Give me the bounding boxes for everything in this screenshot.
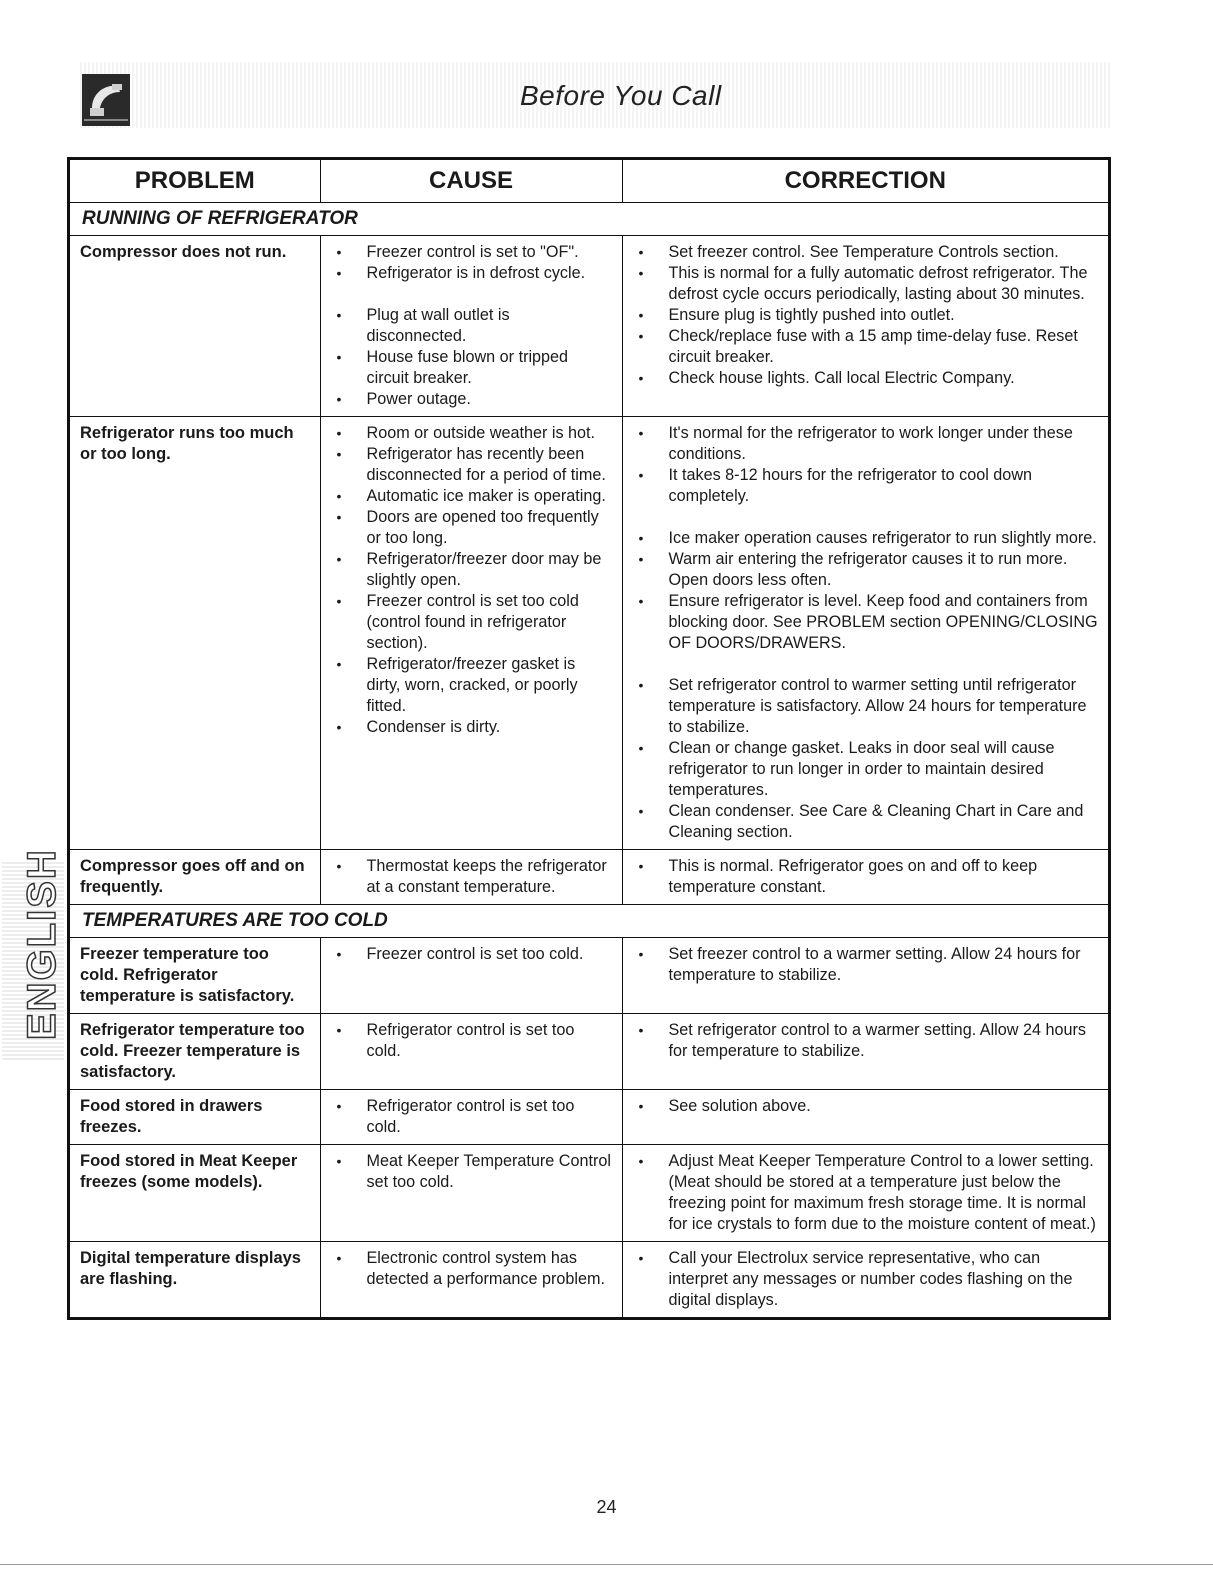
correction-item: • Set freezer control to a warmer setting. Allow 24 hours for temperature to stabilize. (633, 944, 1099, 986)
cause-item: • Refrigerator is in defrost cycle. (331, 263, 612, 284)
correction-item: • Check/replace fuse with a 15 amp time-delay fuse. Reset circuit breaker. (633, 326, 1099, 368)
cause-list (331, 423, 612, 738)
table-row (70, 850, 1108, 905)
section-title: TEMPERATURES ARE TOO COLD (70, 905, 1108, 938)
correction-item: • This is normal for a fully automatic defrost refrigerator. The defrost cycle occurs periodically, lasting about 30 minutes. (633, 263, 1099, 305)
cause-item: • Automatic ice maker is operating. (331, 486, 612, 507)
cause-list (331, 242, 612, 410)
table-row (70, 236, 1108, 417)
table-row (70, 417, 1108, 850)
table-row (70, 1242, 1108, 1318)
correction-item: • Set refrigerator control to warmer setting until refrigerator temperature is satisfactory. Allow 24 hours for temperature to stabilize. (633, 675, 1099, 738)
correction-list (633, 1096, 1099, 1117)
cause-item: • Power outage. (331, 389, 612, 410)
correction-item: • Ice maker operation causes refrigerator to run slightly more. (633, 528, 1099, 549)
column-header-cause: CAUSE (320, 160, 622, 203)
correction-item: • Set freezer control. See Temperature Controls section. (633, 242, 1099, 263)
correction-item: • See solution above. (633, 1096, 1099, 1117)
cause-item: • Doors are opened too frequently or too long. (331, 507, 612, 549)
cause-item: • Refrigerator control is set too cold. (331, 1096, 612, 1138)
correction-item: • Call your Electrolux service representative, who can interpret any messages or number codes flashing on the digital displays. (633, 1248, 1099, 1311)
phone-icon (82, 74, 130, 126)
correction-cell (622, 850, 1108, 905)
problem-cell: Refrigerator runs too much or too long. (70, 417, 320, 850)
column-header-problem: PROBLEM (70, 160, 320, 203)
correction-item: • It takes 8-12 hours for the refrigerator to cool down completely. (633, 465, 1099, 507)
header-row (70, 160, 1108, 203)
page-title: Before You Call (520, 80, 722, 111)
correction-item: • Set refrigerator control to a warmer setting. Allow 24 hours for temperature to stabilize. (633, 1020, 1099, 1062)
cause-item: • Refrigerator/freezer gasket is dirty, worn, cracked, or poorly fitted. (331, 654, 612, 717)
correction-list (633, 1248, 1099, 1311)
correction-cell (622, 938, 1108, 1014)
cause-item: • Room or outside weather is hot. (331, 423, 612, 444)
cause-cell (320, 236, 622, 417)
cause-cell (320, 850, 622, 905)
section-title: RUNNING OF REFRIGERATOR (70, 203, 1108, 236)
correction-item: • Warm air entering the refrigerator causes it to run more. Open doors less often. (633, 549, 1099, 591)
problem-cell: Food stored in Meat Keeper freezes (some models). (70, 1145, 320, 1242)
table-row (70, 1014, 1108, 1090)
cause-cell (320, 1014, 622, 1090)
table-row (70, 938, 1108, 1014)
correction-item: • Ensure refrigerator is level. Keep food and containers from blocking door. See PROBLEM section OPENING/CLOSING OF DOORS/DRAWERS. (633, 591, 1099, 654)
cause-item: • Plug at wall outlet is disconnected. (331, 305, 612, 347)
correction-item: • Adjust Meat Keeper Temperature Control to a lower setting. (Meat should be stored at a temperature just below the freezing point for maximum fresh storage time. It is normal for ice crystals to form due to the moisture content of meat.) (633, 1151, 1099, 1235)
cause-item: • House fuse blown or tripped circuit breaker. (331, 347, 612, 389)
correction-cell (622, 236, 1108, 417)
cause-item: • Freezer control is set too cold (control found in refrigerator section). (331, 591, 612, 654)
correction-cell (622, 1090, 1108, 1145)
correction-cell (622, 417, 1108, 850)
cause-list (331, 1020, 612, 1062)
cause-item: • Freezer control is set too cold. (331, 944, 612, 965)
cause-cell (320, 1242, 622, 1318)
problem-cell: Digital temperature displays are flashing. (70, 1242, 320, 1318)
correction-list (633, 242, 1099, 389)
problem-cell: Freezer temperature too cold. Refrigerator temperature is satisfactory. (70, 938, 320, 1014)
cause-item: • Condenser is dirty. (331, 717, 612, 738)
cause-cell (320, 1090, 622, 1145)
section-row (70, 905, 1108, 938)
correction-list (633, 1020, 1099, 1062)
correction-list (633, 856, 1099, 898)
cause-item: • Refrigerator/freezer door may be slightly open. (331, 549, 612, 591)
table-row (70, 1090, 1108, 1145)
correction-list (633, 944, 1099, 986)
cause-list (331, 1096, 612, 1138)
cause-cell (320, 1145, 622, 1242)
side-tab-label: ENGLISH (20, 848, 64, 1040)
problem-cell: Compressor does not run. (70, 236, 320, 417)
cause-list (331, 1248, 612, 1290)
cause-item: • Thermostat keeps the refrigerator at a constant temperature. (331, 856, 612, 898)
table-row (70, 1145, 1108, 1242)
correction-item: • Clean or change gasket. Leaks in door seal will cause refrigerator to run longer in order to maintain desired temperatures. (633, 738, 1099, 801)
problem-cell: Compressor goes off and on frequently. (70, 850, 320, 905)
cause-list (331, 1151, 612, 1193)
problem-cell: Food stored in drawers freezes. (70, 1090, 320, 1145)
correction-list (633, 1151, 1099, 1235)
correction-cell (622, 1242, 1108, 1318)
cause-item: • Meat Keeper Temperature Control set too cold. (331, 1151, 612, 1193)
correction-item: • It's normal for the refrigerator to work longer under these conditions. (633, 423, 1099, 465)
correction-item: • This is normal. Refrigerator goes on and off to keep temperature constant. (633, 856, 1099, 898)
correction-item: • Clean condenser. See Care & Cleaning Chart in Care and Cleaning section. (633, 801, 1099, 843)
problem-cell: Refrigerator temperature too cold. Freezer temperature is satisfactory. (70, 1014, 320, 1090)
cause-cell (320, 938, 622, 1014)
cause-cell (320, 417, 622, 850)
section-row (70, 203, 1108, 236)
cause-item: • Electronic control system has detected a performance problem. (331, 1248, 612, 1290)
correction-cell (622, 1014, 1108, 1090)
page-number: 24 (596, 1497, 617, 1517)
cause-item: • Freezer control is set to "OF". (331, 242, 612, 263)
correction-item: • Check house lights. Call local Electric Company. (633, 368, 1099, 389)
correction-item: • Ensure plug is tightly pushed into outlet. (633, 305, 1099, 326)
correction-list (633, 423, 1099, 843)
correction-cell (622, 1145, 1108, 1242)
cause-list (331, 944, 612, 965)
cause-item: • Refrigerator has recently been disconnected for a period of time. (331, 444, 612, 486)
column-header-correction: CORRECTION (622, 160, 1108, 203)
cause-item: • Refrigerator control is set too cold. (331, 1020, 612, 1062)
bottom-rule (0, 1564, 1213, 1565)
cause-list (331, 856, 612, 898)
troubleshooting-table (67, 157, 1111, 1320)
